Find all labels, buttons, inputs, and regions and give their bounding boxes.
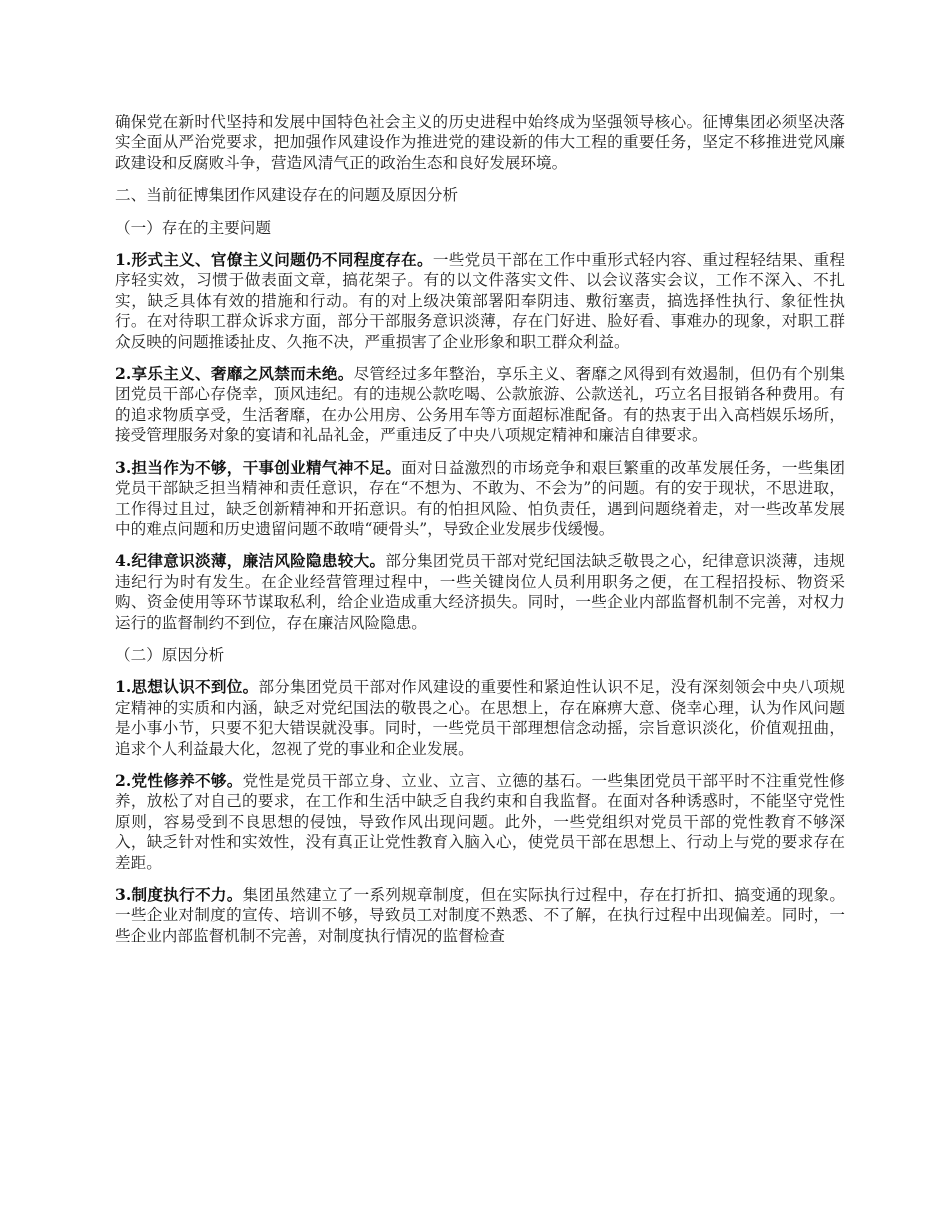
cause-item-1	[115, 677, 845, 759]
cause-item-1-body: 部分集团党员干部对作风建设的重要性和紧迫性认识不足，没有深刻领会中央八项规定精神的实质和内涵，缺乏对党纪国法的敬畏之心。在思想上，存在麻痹大意、侥幸心理，认为作风问题是小事小节，只要不犯大错误就没事。同时，一些党员干部理想信念动摇，宗旨意识淡化，价值观扭曲，追求个人利益最大化，忽视了党的事业和企业发展。	[115, 678, 845, 758]
intro-paragraph: 确保党在新时代坚持和发展中国特色社会主义的历史进程中始终成为坚强领导核心。征博集团必须坚决落实全面从严治党要求，把加强作风建设作为推进党的建设新的伟大工程的重要任务，坚定不移推进党风廉政建设和反腐败斗争，营造风清气正的政治生态和良好发展环境。	[115, 113, 845, 172]
cause-item-1-title: 1.思想认识不到位。	[115, 677, 259, 697]
cause-item-3	[115, 885, 845, 946]
problem-item-2-title: 2.享乐主义、奢靡之风禁而未绝。	[115, 364, 354, 384]
cause-item-2-title: 2.党性修养不够。	[115, 770, 243, 790]
problem-item-4	[115, 551, 845, 633]
cause-item-2	[115, 771, 845, 873]
subsection-heading-causes: （二）原因分析	[115, 645, 225, 664]
cause-item-3-title: 3.制度执行不力。	[115, 885, 243, 904]
problem-item-4-body: 部分集团党员干部对党纪国法缺乏敬畏之心，纪律意识淡薄，违规违纪行为时有发生。在企业经营管理过程中，一些关键岗位人员利用职务之便，在工程招投标、物资采购、资金使用等环节谋取私利，给企业造成重大经济损失。同时，一些企业内部监督机制不完善，对权力运行的监督制约不到位，存在廉洁风险隐患。	[115, 552, 845, 632]
problem-item-1	[115, 250, 845, 352]
problem-item-4-title: 4.纪律意识淡薄，廉洁风险隐患较大。	[115, 551, 386, 571]
problem-item-2-body: 尽管经过多年整治，享乐主义、奢靡之风得到有效遏制，但仍有个别集团党员干部心存侥幸，顶风违纪。有的违规公款吃喝、公款旅游、公款送礼，巧立名目报销各种费用。有的追求物质享受，生活奢靡，在办公用房、公务用车等方面超标准配备。有的热衷于出入高档娱乐场所，接受管理服务对象的宴请和礼品礼金，严重违反了中央八项规定精神和廉洁自律要求。	[115, 365, 845, 445]
problem-item-1-body: 一些党员干部在工作中重形式轻内容、重过程轻结果、重程序轻实效，习惯于做表面文章，搞花架子。有的以文件落实文件、以会议落实会议，工作不深入、不扎实，缺乏具体有效的措施和行动。有的对上级决策部署阳奉阴违、敷衍塞责，搞选择性执行、象征性执行。在对待职工群众诉求方面，部分干部服务意识淡薄，存在门好进、脸好看、事难办的现象，对职工群众反映的问题推诿扯皮、久拖不决，严重损害了企业形象和职工群众利益。	[115, 251, 845, 351]
problem-item-1-title: 1.形式主义、官僚主义问题仍不同程度存在。	[115, 250, 433, 270]
cause-item-2-body: 党性是党员干部立身、立业、立言、立德的基石。一些集团党员干部平时不注重党性修养，放松了对自己的要求，在工作和生活中缺乏自我约束和自我监督。在面对各种诱惑时，不能坚守党性原则，容易受到不良思想的侵蚀，导致作风出现问题。此外，一些党组织对党员干部的党性教育不够深入，缺乏针对性和实效性，没有真正让党性教育入脑入心，使党员干部在思想上、行动上与党的要求存在差距。	[115, 771, 845, 872]
problem-item-2	[115, 364, 845, 446]
problem-item-3-title: 3.担当作为不够，干事创业精气神不足。	[115, 457, 402, 477]
problem-item-3-body: 面对日益激烈的市场竞争和艰巨繁重的改革发展任务，一些集团党员干部缺乏担当精神和责任意识，存在“不想为、不敢为、不会为”的问题。有的安于现状，不思进取，工作得过且过，缺乏创新精神和开拓意识。有的怕担风险、怕负责任，遇到问题绕着走，对一些改革发展中的难点问题和历史遗留问题不敢啃“硬骨头”，导致企业发展步伐缓慢。	[115, 458, 845, 538]
problem-item-3	[115, 458, 845, 540]
document-page	[115, 112, 845, 958]
subsection-heading-problems: （一）存在的主要问题	[115, 218, 271, 237]
section-heading: 二、当前征博集团作风建设存在的问题及原因分析	[115, 186, 459, 205]
cause-item-3-body: 集团虽然建立了一系列规章制度，但在实际执行过程中，存在打折扣、搞变通的现象。一些企业对制度的宣传、培训不够，导致员工对制度不熟悉、不了解，在执行过程中出现偏差。同时，一些企业内部监督机制不完善，对制度执行情况的监督检查	[115, 886, 845, 945]
